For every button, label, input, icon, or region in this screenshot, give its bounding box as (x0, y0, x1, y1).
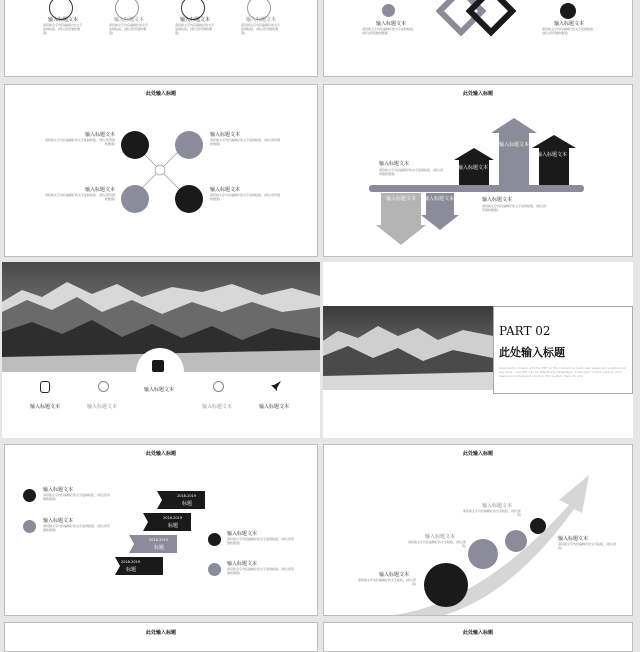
item-body: 请替换文字内容编辑好的文字复制粘贴，(建议使用微软雅黑) (44, 138, 115, 146)
step-heading: 标题 (182, 501, 193, 507)
step-heading: 标题 (126, 567, 137, 573)
slide-timeline-steps[interactable] (4, 444, 318, 616)
item-title: 输入标题文本 (379, 572, 410, 578)
item-title: 输入标题文本 (30, 404, 61, 410)
item-title: 输入标题文本 (85, 132, 116, 138)
watch-icon (40, 381, 50, 393)
home-icon (560, 3, 576, 19)
item-body: 请替换文字内容编辑好的文字复制粘贴，(建议使用微软雅黑) (482, 204, 547, 212)
globe-icon (213, 381, 224, 392)
tools-icon (382, 4, 395, 17)
item-body: 请替换文字内容编辑好的文字复制粘贴，(建议使用微软雅黑) (362, 27, 417, 35)
item-body: 请替换文字内容编辑好的文字复制粘贴，(建议使用微软雅黑) (43, 23, 83, 35)
info-icon (208, 563, 221, 576)
step-years: 2018-2019 (149, 538, 169, 542)
item-title: 输入标题文本 (180, 17, 211, 23)
item-body: 请替换文字内容编辑好的文字复制粘贴，(建议使用微软雅黑) (109, 23, 149, 35)
part-title: 此处输入标题 (499, 346, 565, 359)
slide-title: 此处输入标题 (462, 451, 493, 457)
item-title: 输入标题文本 (482, 503, 513, 509)
item-title: 输入标题文本 (554, 21, 585, 27)
item-title: 输入标题文本 (48, 17, 79, 23)
circle-icon-bottom-right (175, 185, 203, 213)
slide-title: 此处输入标题 (145, 630, 176, 636)
item-body: 请替换文字内容编辑好的文字复制粘贴，(建议使用微软雅黑) (241, 23, 281, 35)
item-title: 输入标题文本 (259, 404, 290, 410)
slide-title: 此处输入标题 (145, 451, 176, 457)
gift-icon-large (424, 563, 468, 607)
item-body: 请替换文字内容编辑好的文字复制粘贴，(建议使用微软雅黑) (43, 524, 111, 532)
slide-linked-diamonds[interactable] (323, 0, 633, 77)
slide-part-02[interactable] (323, 262, 633, 438)
gift-icon-medium (468, 539, 498, 569)
gift-icon-small (505, 530, 527, 552)
item-title: 输入标题文本 (537, 152, 568, 158)
item-body: 请替换文字内容编辑好的文字复制粘贴，(建议使用微软雅黑) (379, 168, 444, 176)
step-years: 2018-2019 (121, 560, 141, 564)
item-body: 请替换文字内容编辑好的文字复制粘贴，(建议使用微软雅黑) (175, 23, 215, 35)
linked-diamonds-graphic (434, 0, 534, 51)
part-mountain-photo (323, 306, 493, 390)
item-body: 请替换文字内容编辑好的文字复制粘贴，(建议使用微软雅黑) (44, 193, 115, 201)
item-title: 输入标题文本 (202, 404, 233, 410)
item-title: 输入标题文本 (43, 518, 74, 524)
step-heading: 标题 (154, 545, 165, 551)
item-title: 输入标题文本 (499, 142, 530, 148)
item-body: 请替换文字内容编辑好的文字复制粘贴，(建议使用微软雅黑) (227, 537, 295, 545)
item-title: 输入标题文本 (379, 161, 410, 167)
item-body: 请替换文字内容编辑好的文字粘贴，(建议使用) (558, 542, 617, 550)
circle-icon-top-left (121, 131, 149, 159)
item-title: 输入标题文本 (227, 561, 258, 567)
clapper-icon (152, 360, 164, 372)
step-years: 2018-2019 (163, 516, 183, 520)
item-body: 请替换文字内容编辑好的文字复制粘贴，(建议使用微软雅黑) (542, 27, 597, 35)
item-title: 输入标题文本 (227, 531, 258, 537)
item-body: 请替换文字内容编辑好的文字复制粘贴，(建议使用微软雅黑) (210, 138, 281, 146)
slide-title: 此处输入标题 (462, 630, 493, 636)
item-title: 输入标题文本 (43, 487, 74, 493)
gift-icon-tiny (530, 518, 546, 534)
wifi-icon (208, 533, 221, 546)
item-title: 输入标题文本 (210, 132, 241, 138)
lock-icon (23, 489, 36, 502)
item-title: 输入标题文本 (246, 17, 277, 23)
item-body: 请替换文字内容编辑好的文字粘贴，(建议使用) (407, 540, 466, 548)
item-title: 输入标题文本 (482, 197, 513, 203)
step-heading: 标题 (168, 523, 179, 529)
slide-bottom-right[interactable] (323, 622, 633, 652)
item-body: 请替换文字内容编辑好的文字复制粘贴，(建议使用微软雅黑) (227, 567, 295, 575)
item-title: 输入标题文本 (424, 196, 455, 202)
slide-title: 此处输入标题 (462, 91, 493, 97)
slide-mountain-icons[interactable] (2, 262, 320, 438)
rocket-icon (270, 380, 282, 392)
step-years: 2018-2019 (177, 494, 197, 498)
item-body: 请替换文字内容编辑好的文字复制粘贴，(建议使用微软雅黑) (210, 193, 281, 201)
item-title: 输入标题文本 (87, 404, 118, 410)
arrows-graphic (364, 115, 594, 250)
item-title: 输入标题文本 (114, 17, 145, 23)
slide-rising-arrow[interactable] (323, 444, 633, 616)
item-body: 请替换文字内容编辑好的文字粘贴，(建议使用) (462, 509, 521, 517)
item-title: 输入标题文本 (425, 534, 456, 540)
slide-title: 此处输入标题 (145, 91, 176, 97)
item-body: 请替换文字内容编辑好的文字粘贴，(建议使用) (357, 578, 416, 586)
slide-icons-row[interactable] (4, 0, 318, 77)
part-desc: Input body content, edit the PPT on the content on particular pages and positions at any time, copy PPT can be effectively integrated, in the text content area on your needs and extensions, click on the system menu to add (499, 366, 626, 378)
item-body: 请替换文字内容编辑好的文字复制粘贴，(建议使用微软雅黑) (43, 493, 111, 501)
circle-icon-top-right (175, 131, 203, 159)
slide-cross-diagram[interactable] (4, 84, 318, 257)
item-title: 输入标题文本 (210, 187, 241, 193)
part-number: PART 02 (499, 324, 551, 338)
slide-arrows-bar[interactable] (323, 84, 633, 257)
item-title: 输入标题文本 (386, 196, 417, 202)
slide-bottom-left[interactable] (4, 622, 318, 652)
item-title: 输入标题文本 (458, 165, 489, 171)
search-icon (23, 520, 36, 533)
center-item-title: 输入标题文本 (144, 387, 175, 393)
circle-icon-bottom-left (121, 185, 149, 213)
item-title: 输入标题文本 (558, 536, 589, 542)
item-title: 输入标题文本 (85, 187, 116, 193)
item-title: 输入标题文本 (376, 21, 407, 27)
play-icon (98, 381, 109, 392)
